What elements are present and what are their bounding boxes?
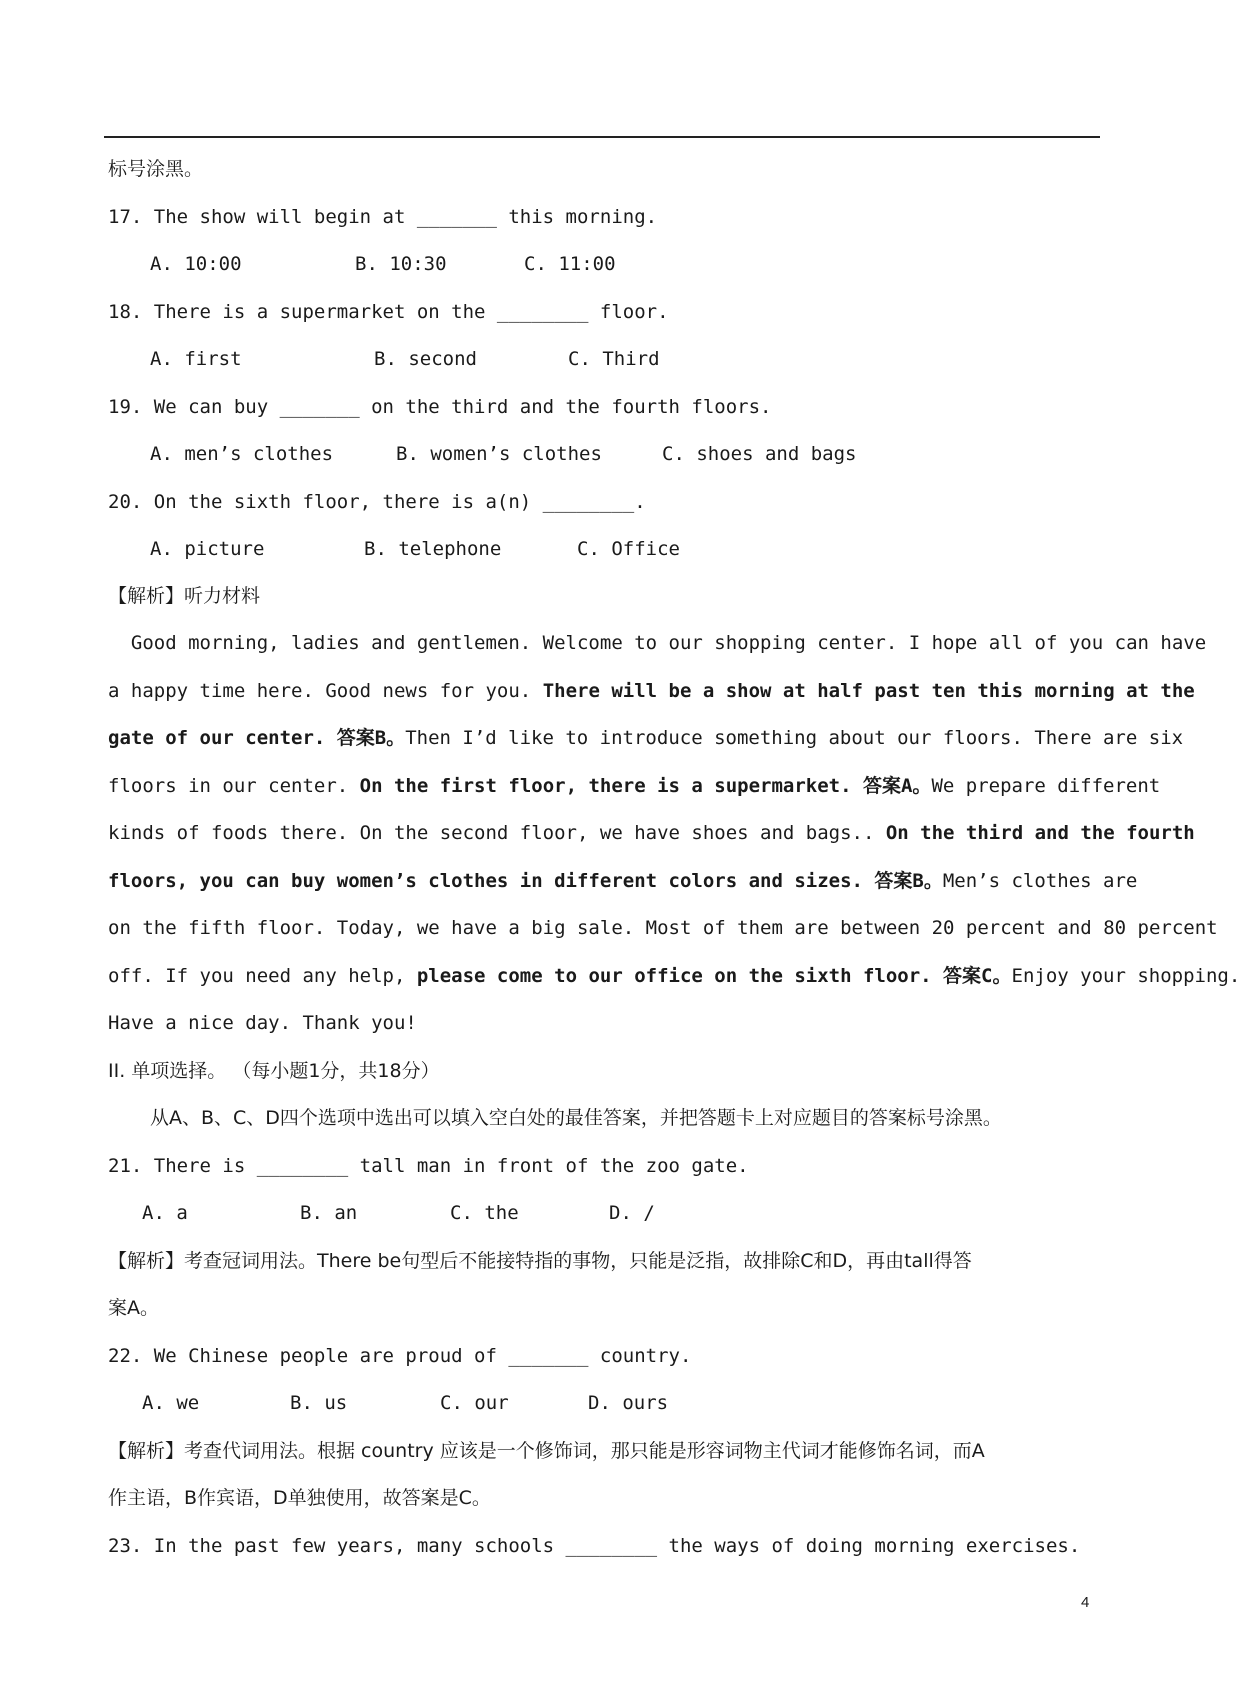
listening-line <box>108 869 1138 893</box>
q20-option-c: C. Office <box>577 538 680 560</box>
listening-line <box>108 916 1218 940</box>
listening-line <box>108 964 1240 988</box>
passage-text: off. If you need any help, <box>108 964 417 987</box>
q19-option-c: C. shoes and bags <box>662 443 857 465</box>
passage-text: a happy time here. Good news for you. <box>108 679 543 702</box>
answer-highlight-text: please come to our office on the sixth floor. 答案C。 <box>416 964 1012 987</box>
q22-analysis: 【解析】考查代词用法。根据 country 应该是一个修饰词，那只能是形容词物主代词才能修饰名词，而A <box>108 1440 985 1462</box>
q20-option-a: A. picture <box>150 538 265 560</box>
q21-analysis: 【解析】考查冠词用法。There be句型后不能接特指的事物，只能是泛指，故排除C和D，再由tall得答 <box>108 1250 972 1272</box>
question-23: 23. In the past few years, many schools ________ the ways of doing morning exercises. <box>108 1535 1081 1557</box>
q17-option-a: A. 10:00 <box>150 253 242 275</box>
listening-line <box>108 774 1161 798</box>
question-20: 20. On the sixth floor, there is a(n) ________. <box>108 491 646 513</box>
q22-option-b: B. us <box>290 1392 348 1414</box>
header-rule <box>104 136 1100 138</box>
q19-option-a: A. men’s clothes <box>150 443 334 465</box>
q21-option-c: C. the <box>450 1202 519 1224</box>
section-2-instruction: 从A、B、C、D四个选项中选出可以填入空白处的最佳答案，并把答题卡上对应题目的答案标号涂黑。 <box>150 1107 1002 1129</box>
q18-option-a: A. first <box>150 348 242 370</box>
page-number: 4 <box>1081 1594 1090 1611</box>
passage-text: We prepare different <box>931 774 1161 797</box>
listening-line <box>108 821 1195 845</box>
passage-text: on the fifth floor. Today, we have a big sale. Most of them are between 20 percent and 80 percent <box>108 917 1218 939</box>
question-22: 22. We Chinese people are proud of _______ country. <box>108 1345 692 1367</box>
listening-line <box>108 726 1184 750</box>
q19-option-b: B. women’s clothes <box>396 443 602 465</box>
q21-option-b: B. an <box>300 1202 358 1224</box>
passage-text: floors in our center. <box>108 774 360 797</box>
q22-option-c: C. our <box>440 1392 509 1414</box>
listening-heading: 【解析】听力材料 <box>108 585 261 607</box>
passage-text: Then I’d like to introduce something about our floors. There are six <box>405 727 1184 749</box>
passage-text: Men’s clothes are <box>942 869 1138 892</box>
passage-text: Enjoy your shopping. <box>1011 964 1240 987</box>
question-18: 18. There is a supermarket on the ________ floor. <box>108 301 669 323</box>
answer-highlight-text: There will be a show at half past ten this morning at the <box>542 679 1195 702</box>
question-21: 21. There is ________ tall man in front of the zoo gate. <box>108 1155 749 1177</box>
q21-analysis-cont: 案A。 <box>108 1297 159 1319</box>
q22-analysis-cont: 作主语，B作宾语，D单独使用，故答案是C。 <box>108 1487 491 1509</box>
section-2-title: II. 单项选择。 （每小题1分，共18分） <box>108 1060 440 1082</box>
q18-option-c: C. Third <box>568 348 660 370</box>
header-intro: 标号涂黑。 <box>108 158 204 180</box>
question-19: 19. We can buy _______ on the third and the fourth floors. <box>108 396 772 418</box>
passage-text: kinds of foods there. On the second floor, we have shoes and bags.. <box>108 822 886 844</box>
question-17: 17. The show will begin at _______ this morning. <box>108 206 658 228</box>
passage-text: Good morning, ladies and gentlemen. Welcome to our shopping center. I hope all of you can have <box>108 632 1207 654</box>
answer-highlight-text: gate of our center. 答案B。 <box>108 727 406 749</box>
answer-highlight-text: On the first floor, there is a supermarket. 答案A。 <box>359 774 932 797</box>
q21-option-a: A. a <box>142 1202 188 1224</box>
listening-line <box>108 679 1195 703</box>
answer-highlight-text: On the third and the fourth <box>885 822 1195 844</box>
q22-option-d: D. ours <box>588 1392 669 1414</box>
q20-option-b: B. telephone <box>364 538 502 560</box>
q17-option-b: B. 10:30 <box>355 253 447 275</box>
passage-text: Have a nice day. Thank you! <box>108 1012 417 1034</box>
listening-line <box>108 631 1207 655</box>
answer-highlight-text: floors, you can buy women’s clothes in different colors and sizes. 答案B。 <box>108 869 943 892</box>
q18-option-b: B. second <box>374 348 477 370</box>
q21-option-d: D. / <box>609 1202 655 1224</box>
q17-option-c: C. 11:00 <box>524 253 616 275</box>
q22-option-a: A. we <box>142 1392 200 1414</box>
listening-line <box>108 1011 1100 1035</box>
